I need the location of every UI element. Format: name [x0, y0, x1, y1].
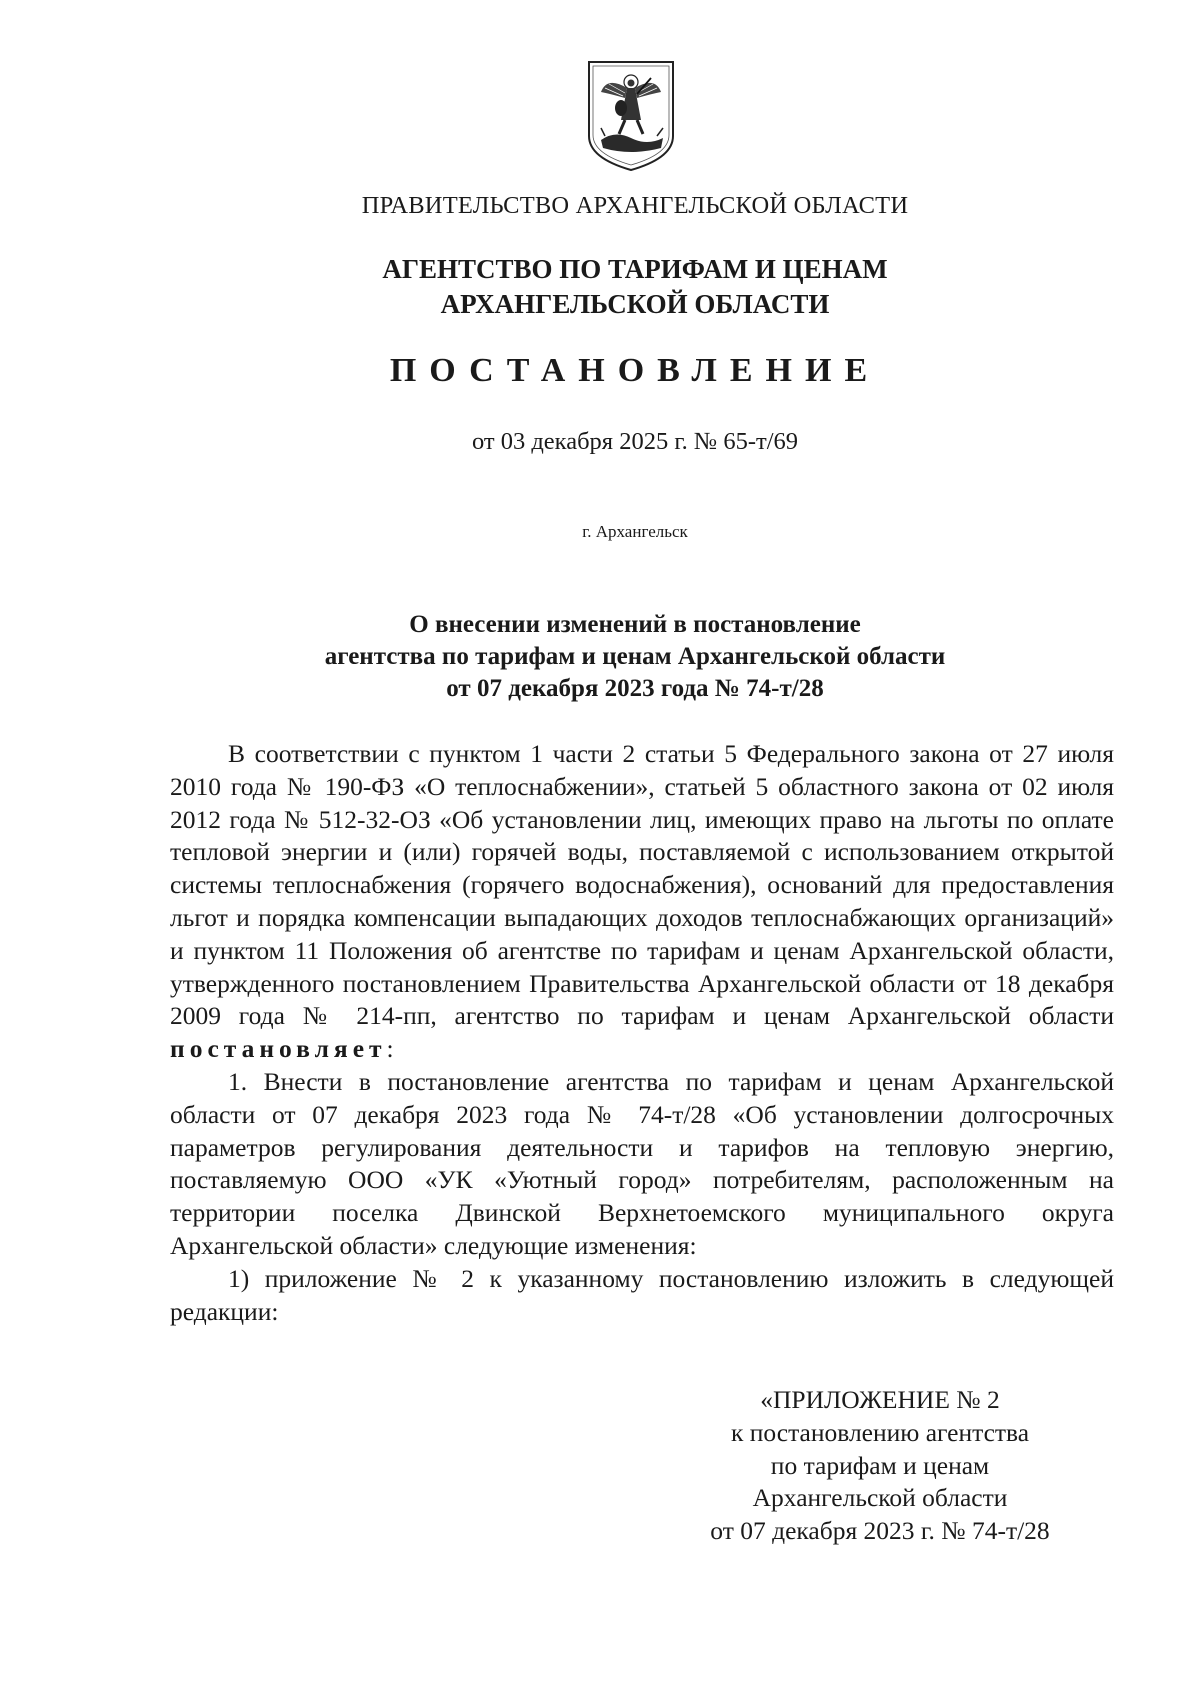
document-body [170, 738, 1114, 1328]
document-subject [150, 609, 1120, 705]
agency-name-line1: АГЕНТСТВО ПО ТАРИФАМ И ЦЕНАМ [382, 254, 888, 284]
arkhangelsk-coat-of-arms-icon [585, 58, 677, 174]
body-paragraph-subitem1: 1) приложение № 2 к указанному постановлению изложить в следующей редакции: [170, 1263, 1114, 1326]
preamble-colon: : [386, 1034, 394, 1064]
subject-line3: от 07 декабря 2023 года № 74-т/28 [446, 675, 824, 702]
document-date-number: от 03 декабря 2025 г. № 65-т/69 [471, 428, 799, 455]
body-paragraph-item1: 1. Внести в постановление агентства по тарифам и ценам Архангельской области от 07 декабря 2023 года № 74-т/28 «Об установлении долгосрочных параметров регулирования деятельности и тарифов на тепловую энергию, поставляемую ООО «УК «Уютный город» потребителям, расположенным на территории поселка Двинской Верхнетоемского муниципального округа Архангельской области» следующие изменения: [170, 1066, 1114, 1260]
body-paragraph-preamble [170, 738, 1114, 1066]
appendix-line1: «ПРИЛОЖЕНИЕ № 2 [760, 1385, 1000, 1414]
agency-name-line2: АРХАНГЕЛЬСКОЙ ОБЛАСТИ [440, 289, 830, 319]
agency-name [150, 252, 1120, 322]
resolves-keyword: постановляет [170, 1034, 387, 1064]
appendix-line5: от 07 декабря 2023 г. № 74-т/28 [710, 1516, 1050, 1546]
subject-line1: О внесении изменений в постановление [409, 611, 861, 638]
appendix-line4: Архангельской области [752, 1483, 1008, 1513]
document-type: ПОСТАНОВЛЕНИЕ [389, 352, 881, 389]
appendix-line3: по тарифам и ценам [770, 1450, 990, 1480]
appendix-line2: к постановлению агентства [730, 1417, 1030, 1447]
preamble-text: В соответствии с пунктом 1 части 2 статьи 5 Федерального закона от 27 июля 2010 года № 190-ФЗ «О теплоснабжении», статьей 5 областного закона от 02 июля 2012 года № 512-32-ОЗ «Об установлении лиц, имеющих право на льготы по оплате тепловой энергии и (или) горячей воды, поставляемой с использованием открытой системы теплоснабжения (горячего водоснабжения), оснований для предоставления льгот и порядка компенсации выпадающих доходов теплоснабжающих организаций» и пунктом 11 Положения об агентстве по тарифам и ценам Архангельской области, утвержденного постановлением Правительства Архангельской области от 18 декабря 2009 года № 214-пп, агентство по тарифам и ценам Архангельской области [170, 739, 1114, 1031]
subject-line2: агентства по тарифам и ценам Архангельской области [324, 643, 946, 670]
document-city: г. Архангельск [582, 522, 688, 541]
government-name: ПРАВИТЕЛЬСТВО АРХАНГЕЛЬСКОЙ ОБЛАСТИ [361, 192, 909, 219]
appendix-header [680, 1384, 1080, 1548]
